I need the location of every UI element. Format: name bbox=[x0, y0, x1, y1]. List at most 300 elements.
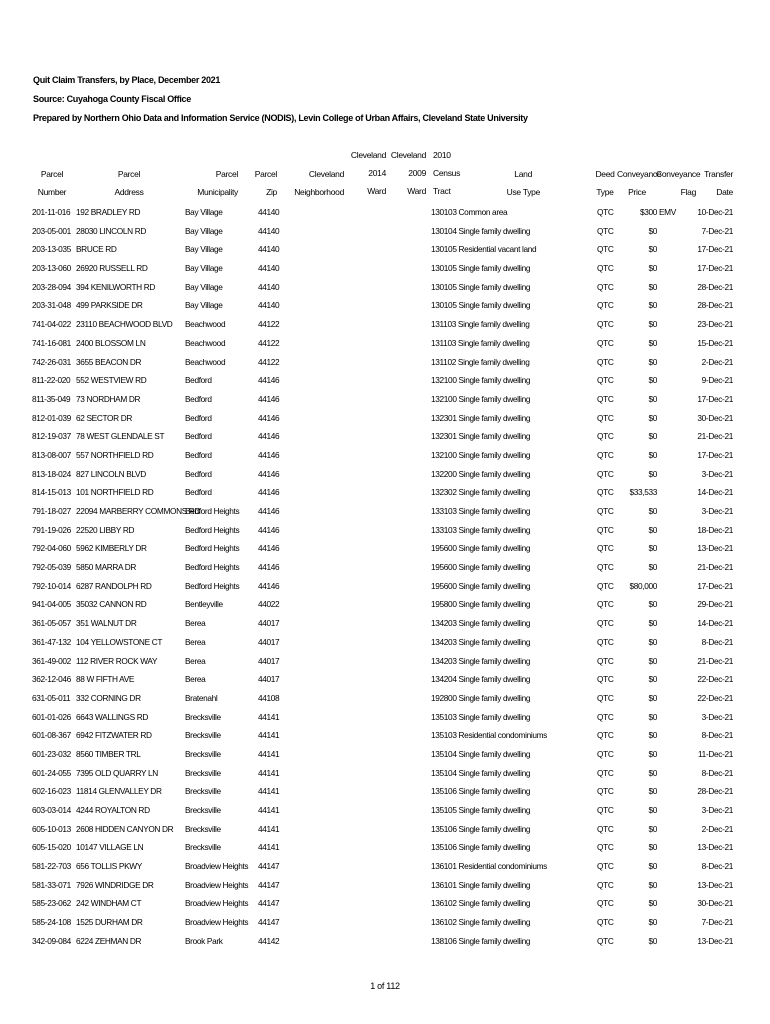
census-tract-land-use-cell: 134203 Single family dwelling bbox=[431, 618, 531, 629]
parcel-number-cell: 203-31-048 bbox=[32, 300, 71, 311]
header-line: Deed bbox=[595, 169, 615, 179]
census-tract-land-use-cell: 138106 Single family dwelling bbox=[431, 935, 531, 946]
header-line: Cleveland bbox=[350, 150, 386, 160]
parcel-number-cell: 203-05-001 bbox=[32, 225, 71, 236]
parcel-address-cell: 6224 ZEHMAN DR bbox=[76, 935, 142, 946]
parcel-address-cell: 23110 BEACHWOOD BLVD bbox=[76, 319, 173, 330]
parcel-number-cell: 601-01-026 bbox=[32, 711, 71, 722]
table-row bbox=[0, 914, 770, 933]
parcel-address-cell: 4244 ROYALTON RD bbox=[76, 805, 150, 815]
deed-type-cell: QTC bbox=[597, 506, 614, 516]
conveyance-price-cell: $0 bbox=[648, 356, 657, 367]
transfer-date-cell: 2-Dec-21 bbox=[701, 356, 733, 367]
municipality-cell: Brecksville bbox=[185, 730, 221, 741]
zip-cell: 44146 bbox=[258, 431, 280, 442]
parcel-number-cell: 601-08-367 bbox=[32, 730, 71, 741]
parcel-number-cell: 201-11-016 bbox=[32, 207, 71, 217]
header-line: Use Type bbox=[506, 187, 540, 197]
deed-type-cell: QTC bbox=[597, 543, 614, 554]
transfer-date-cell: 22-Dec-21 bbox=[697, 692, 733, 703]
header-neighborhood bbox=[290, 169, 344, 197]
parcel-number-cell: 814-15-013 bbox=[32, 487, 71, 498]
municipality-cell: Berea bbox=[185, 655, 206, 666]
parcel-address-cell: 192 BRADLEY RD bbox=[76, 207, 141, 217]
transfer-date-cell: 14-Dec-21 bbox=[697, 487, 733, 498]
zip-cell: 44141 bbox=[258, 786, 280, 797]
conveyance-price-cell: $0 bbox=[648, 412, 657, 423]
deed-type-cell: QTC bbox=[597, 692, 614, 703]
table-row bbox=[0, 690, 770, 709]
conveyance-price-cell: $0 bbox=[648, 375, 657, 386]
parcel-number-cell: 811-35-049 bbox=[32, 393, 71, 404]
zip-cell: 44147 bbox=[258, 879, 280, 890]
transfer-date-cell: 17-Dec-21 bbox=[697, 244, 733, 255]
census-tract-land-use-cell: 136101 Single family dwelling bbox=[431, 879, 531, 890]
parcel-number-cell: 361-49-002 bbox=[32, 655, 71, 666]
transfer-date-cell: 9-Dec-21 bbox=[701, 375, 733, 386]
zip-cell: 44141 bbox=[258, 805, 280, 815]
census-tract-land-use-cell: 132302 Single family dwelling bbox=[431, 487, 531, 498]
parcel-address-cell: 394 KENILWORTH RD bbox=[76, 281, 156, 292]
transfer-date-cell: 13-Dec-21 bbox=[697, 879, 733, 890]
census-tract-land-use-cell: 130105 Single family dwelling bbox=[431, 300, 531, 311]
census-tract-land-use-cell: 132100 Single family dwelling bbox=[431, 449, 531, 460]
table-row bbox=[0, 858, 770, 877]
census-tract-land-use-cell: 131103 Single family dwelling bbox=[431, 319, 530, 330]
conveyance-price-cell: $0 bbox=[648, 692, 657, 703]
parcel-address-cell: 332 CORNING DR bbox=[76, 692, 141, 703]
parcel-number-cell: 812-19-037 bbox=[32, 431, 71, 442]
parcel-number-cell: 601-24-055 bbox=[32, 767, 71, 778]
table-row bbox=[0, 540, 770, 559]
parcel-number-cell: 813-08-007 bbox=[32, 449, 71, 460]
transfer-date-cell: 21-Dec-21 bbox=[697, 655, 733, 666]
header-census-tract bbox=[433, 150, 473, 196]
census-tract-land-use-cell: 136102 Single family dwelling bbox=[431, 898, 531, 909]
census-tract-land-use-cell: 135104 Single family dwelling bbox=[431, 767, 531, 778]
table-row bbox=[0, 877, 770, 896]
table-row bbox=[0, 559, 770, 578]
census-tract-land-use-cell: 134203 Single family dwelling bbox=[431, 655, 531, 666]
header-line: Zip bbox=[266, 187, 277, 197]
deed-type-cell: QTC bbox=[597, 487, 614, 498]
census-tract-land-use-cell: 133103 Single family dwelling bbox=[431, 524, 531, 535]
municipality-cell: Beachwood bbox=[185, 356, 226, 367]
parcel-number-cell: 812-01-039 bbox=[32, 412, 71, 423]
deed-type-cell: QTC bbox=[597, 655, 614, 666]
census-tract-land-use-cell: 135105 Single family dwelling bbox=[431, 805, 531, 815]
deed-type-cell: QTC bbox=[597, 468, 614, 479]
table-row bbox=[0, 260, 770, 279]
municipality-cell: Bedford bbox=[185, 412, 212, 423]
census-tract-land-use-cell: 135106 Single family dwelling bbox=[431, 823, 531, 834]
parcel-address-cell: 552 WESTVIEW RD bbox=[76, 375, 147, 386]
census-tract-land-use-cell: 134203 Single family dwelling bbox=[431, 636, 531, 647]
municipality-cell: Bay Village bbox=[185, 207, 223, 217]
table-row bbox=[0, 709, 770, 728]
municipality-cell: Bedford bbox=[185, 468, 212, 479]
deed-type-cell: QTC bbox=[597, 842, 614, 853]
table-row bbox=[0, 802, 770, 821]
deed-type-cell: QTC bbox=[597, 431, 614, 442]
zip-cell: 44122 bbox=[258, 337, 280, 348]
conveyance-price-cell: $0 bbox=[648, 300, 657, 311]
zip-cell: 44146 bbox=[258, 449, 280, 460]
zip-cell: 44146 bbox=[258, 580, 280, 591]
transfer-date-cell: 17-Dec-21 bbox=[697, 449, 733, 460]
header-line: Neighborhood bbox=[294, 187, 344, 197]
municipality-cell: Berea bbox=[185, 674, 206, 685]
municipality-cell: Brecksville bbox=[185, 711, 221, 722]
conveyance-price-cell: $0 bbox=[648, 805, 657, 815]
parcel-address-cell: 73 NORDHAM DR bbox=[76, 393, 141, 404]
census-tract-land-use-cell: 130105 Residential vacant land bbox=[431, 244, 537, 255]
conveyance-price-cell: $0 bbox=[648, 468, 657, 479]
header-line: Number bbox=[37, 187, 67, 197]
municipality-cell: Brecksville bbox=[185, 842, 221, 853]
zip-cell: 44141 bbox=[258, 711, 280, 722]
municipality-cell: Broadview Heights bbox=[185, 898, 249, 909]
transfer-date-cell: 29-Dec-21 bbox=[697, 599, 733, 610]
zip-cell: 44017 bbox=[258, 618, 280, 629]
transfer-date-cell: 8-Dec-21 bbox=[701, 730, 733, 741]
parcel-number-cell: 792-05-039 bbox=[32, 562, 71, 573]
header-line: Cleveland bbox=[308, 169, 344, 179]
zip-cell: 44146 bbox=[258, 524, 280, 535]
zip-cell: 44146 bbox=[258, 562, 280, 573]
conveyance-price-cell: $0 bbox=[648, 748, 657, 759]
parcel-number-cell: 792-04-060 bbox=[32, 543, 71, 554]
transfer-date-cell: 21-Dec-21 bbox=[697, 562, 733, 573]
census-tract-land-use-cell: 131103 Single family dwelling bbox=[431, 337, 530, 348]
municipality-cell: Bay Village bbox=[185, 300, 223, 311]
deed-type-cell: QTC bbox=[597, 263, 614, 274]
census-tract-land-use-cell: 132301 Single family dwelling bbox=[431, 431, 531, 442]
header-conveyance-flag bbox=[656, 169, 701, 197]
parcel-number-cell: 581-22-703 bbox=[32, 861, 71, 872]
header-deed-type bbox=[591, 169, 619, 197]
header-line: Tract bbox=[433, 186, 451, 196]
deed-type-cell: QTC bbox=[597, 823, 614, 834]
deed-type-cell: QTC bbox=[597, 861, 614, 872]
census-tract-land-use-cell: 195800 Single family dwelling bbox=[431, 599, 531, 610]
census-tract-land-use-cell: 132301 Single family dwelling bbox=[431, 412, 531, 423]
municipality-cell: Broadview Heights bbox=[185, 917, 249, 928]
parcel-address-cell: 7926 WINDRIDGE DR bbox=[76, 879, 154, 890]
parcel-number-cell: 581-33-071 bbox=[32, 879, 71, 890]
table-row bbox=[0, 895, 770, 914]
parcel-number-cell: 741-04-022 bbox=[32, 319, 71, 330]
municipality-cell: Bedford Heights bbox=[185, 506, 240, 516]
deed-type-cell: QTC bbox=[597, 786, 614, 797]
conveyance-price-cell: $0 bbox=[648, 823, 657, 834]
header-line: Flag bbox=[680, 187, 696, 197]
zip-cell: 44146 bbox=[258, 543, 280, 554]
transfer-date-cell: 8-Dec-21 bbox=[701, 636, 733, 647]
parcel-number-cell: 602-16-023 bbox=[32, 786, 71, 797]
transfer-date-cell: 3-Dec-21 bbox=[701, 805, 733, 815]
parcel-address-cell: 78 WEST GLENDALE ST bbox=[76, 431, 165, 442]
parcel-number-cell: 361-05-057 bbox=[32, 618, 71, 629]
census-tract-land-use-cell: 130104 Single family dwelling bbox=[431, 225, 531, 236]
deed-type-cell: QTC bbox=[597, 711, 614, 722]
parcel-number-cell: 362-12-046 bbox=[32, 674, 71, 685]
transfer-date-cell: 14-Dec-21 bbox=[697, 618, 733, 629]
zip-cell: 44017 bbox=[258, 674, 280, 685]
header-line: Type bbox=[596, 187, 614, 197]
municipality-cell: Bratenahl bbox=[185, 692, 218, 703]
parcel-address-cell: 7395 OLD QUARRY LN bbox=[76, 767, 158, 778]
header-line: Parcel bbox=[254, 169, 277, 179]
transfer-date-cell: 10-Dec-21 bbox=[697, 207, 733, 217]
zip-cell: 44022 bbox=[258, 599, 280, 610]
zip-cell: 44017 bbox=[258, 636, 280, 647]
conveyance-price-cell: $80,000 bbox=[629, 580, 657, 591]
header-line: Address bbox=[114, 187, 144, 197]
header-line: Census bbox=[433, 168, 461, 178]
census-tract-land-use-cell: 132100 Single family dwelling bbox=[431, 393, 531, 404]
parcel-number-cell: 585-24-108 bbox=[32, 917, 71, 928]
header-ward-2009 bbox=[390, 150, 426, 196]
conveyance-price-cell: $0 bbox=[648, 655, 657, 666]
conveyance-price-cell: $0 bbox=[648, 935, 657, 946]
table-row bbox=[0, 522, 770, 541]
parcel-address-cell: 101 NORTHFIELD RD bbox=[76, 487, 154, 498]
transfer-date-cell: 11-Dec-21 bbox=[698, 748, 733, 759]
zip-cell: 44146 bbox=[258, 393, 280, 404]
header-line: Date bbox=[716, 187, 733, 197]
deed-type-cell: QTC bbox=[597, 375, 614, 386]
transfer-date-cell: 17-Dec-21 bbox=[697, 580, 733, 591]
header-line: Conveyance bbox=[617, 169, 662, 179]
conveyance-price-cell: $0 bbox=[648, 319, 657, 330]
parcel-number-cell: 203-13-035 bbox=[32, 244, 71, 255]
deed-type-cell: QTC bbox=[597, 449, 614, 460]
transfer-date-cell: 30-Dec-21 bbox=[697, 412, 733, 423]
table-row bbox=[0, 839, 770, 858]
parcel-address-cell: 2608 HIDDEN CANYON DR bbox=[76, 823, 174, 834]
parcel-number-cell: 603-03-014 bbox=[32, 805, 71, 815]
parcel-number-cell: 203-28-094 bbox=[32, 281, 71, 292]
table-row bbox=[0, 391, 770, 410]
header-parcel-address bbox=[106, 169, 152, 197]
zip-cell: 44108 bbox=[258, 692, 280, 703]
parcel-address-cell: 351 WALNUT DR bbox=[76, 618, 137, 629]
conveyance-price-cell: $0 bbox=[648, 599, 657, 610]
zip-cell: 44147 bbox=[258, 861, 280, 872]
parcel-number-cell: 741-16-081 bbox=[32, 337, 71, 348]
table-row bbox=[0, 578, 770, 597]
parcel-number-cell: 601-23-032 bbox=[32, 748, 71, 759]
transfer-date-cell: 2-Dec-21 bbox=[701, 823, 733, 834]
header-line: 2014 bbox=[368, 168, 386, 178]
parcel-address-cell: 5962 KIMBERLY DR bbox=[76, 543, 147, 554]
census-tract-land-use-cell: 192800 Single family dwelling bbox=[431, 692, 531, 703]
conveyance-price-cell: $0 bbox=[648, 263, 657, 274]
municipality-cell: Bay Village bbox=[185, 225, 223, 236]
conveyance-price-cell: $0 bbox=[648, 674, 657, 685]
deed-type-cell: QTC bbox=[597, 805, 614, 815]
conveyance-price-cell: $0 bbox=[648, 786, 657, 797]
deed-type-cell: QTC bbox=[597, 225, 614, 236]
parcel-number-cell: 742-26-031 bbox=[32, 356, 71, 367]
parcel-number-cell: 342-09-084 bbox=[32, 935, 71, 946]
table-row bbox=[0, 596, 770, 615]
census-tract-land-use-cell: 135103 Single family dwelling bbox=[431, 711, 531, 722]
municipality-cell: Berea bbox=[185, 636, 206, 647]
table-row bbox=[0, 354, 770, 373]
transfer-date-cell: 3-Dec-21 bbox=[701, 711, 733, 722]
table-row bbox=[0, 241, 770, 260]
deed-type-cell: QTC bbox=[597, 356, 614, 367]
zip-cell: 44122 bbox=[258, 356, 280, 367]
table-row bbox=[0, 410, 770, 429]
table-row bbox=[0, 671, 770, 690]
conveyance-price-cell: $0 bbox=[648, 730, 657, 741]
parcel-number-cell: 792-10-014 bbox=[32, 580, 71, 591]
parcel-address-cell: 26920 RUSSELL RD bbox=[76, 263, 148, 274]
municipality-cell: Bedford bbox=[185, 449, 212, 460]
deed-type-cell: QTC bbox=[597, 412, 614, 423]
transfer-date-cell: 18-Dec-21 bbox=[697, 524, 733, 535]
zip-cell: 44141 bbox=[258, 730, 280, 741]
deed-type-cell: QTC bbox=[597, 244, 614, 255]
transfer-date-cell: 22-Dec-21 bbox=[697, 674, 733, 685]
parcel-address-cell: 3655 BEACON DR bbox=[76, 356, 142, 367]
conveyance-price-cell: $0 bbox=[648, 225, 657, 236]
header-line: Parcel bbox=[215, 169, 238, 179]
zip-cell: 44140 bbox=[258, 263, 280, 274]
census-tract-land-use-cell: 130105 Single family dwelling bbox=[431, 281, 531, 292]
parcel-number-cell: 811-22-020 bbox=[32, 375, 71, 386]
parcel-address-cell: 1525 DURHAM DR bbox=[76, 917, 143, 928]
zip-cell: 44147 bbox=[258, 917, 280, 928]
census-tract-land-use-cell: 195600 Single family dwelling bbox=[431, 543, 531, 554]
header-line: Conveyance bbox=[656, 169, 701, 179]
deed-type-cell: QTC bbox=[597, 618, 614, 629]
deed-type-cell: QTC bbox=[597, 207, 614, 217]
transfer-date-cell: 28-Dec-21 bbox=[697, 786, 733, 797]
deed-type-cell: QTC bbox=[597, 599, 614, 610]
header-parcel-number bbox=[34, 169, 70, 197]
zip-cell: 44146 bbox=[258, 375, 280, 386]
conveyance-price-cell: $0 bbox=[648, 562, 657, 573]
conveyance-price-cell: $33,533 bbox=[629, 487, 657, 498]
table-row bbox=[0, 765, 770, 784]
table-row bbox=[0, 727, 770, 746]
transfer-date-cell: 30-Dec-21 bbox=[697, 898, 733, 909]
conveyance-price-cell: $0 bbox=[648, 449, 657, 460]
table-row bbox=[0, 746, 770, 765]
parcel-address-cell: 11814 GLENVALLEY DR bbox=[76, 786, 162, 797]
parcel-address-cell: BRUCE RD bbox=[76, 244, 117, 255]
parcel-address-cell: 8560 TIMBER TRL bbox=[76, 748, 141, 759]
conveyance-price-cell: $0 bbox=[648, 636, 657, 647]
table-row bbox=[0, 466, 770, 485]
municipality-cell: Broadview Heights bbox=[185, 879, 249, 890]
table-row bbox=[0, 503, 770, 522]
deed-type-cell: QTC bbox=[597, 319, 614, 330]
header-parcel-municipality bbox=[186, 169, 238, 197]
deed-type-cell: QTC bbox=[597, 636, 614, 647]
transfer-date-cell: 13-Dec-21 bbox=[697, 935, 733, 946]
census-tract-land-use-cell: 132200 Single family dwelling bbox=[431, 468, 531, 479]
transfer-date-cell: 28-Dec-21 bbox=[697, 300, 733, 311]
deed-type-cell: QTC bbox=[597, 879, 614, 890]
header-ward-2014 bbox=[350, 150, 386, 196]
deed-type-cell: QTC bbox=[597, 917, 614, 928]
conveyance-price-cell: $300 bbox=[639, 207, 657, 217]
parcel-address-cell: 827 LINCOLN BLVD bbox=[76, 468, 146, 479]
table-row bbox=[0, 204, 770, 223]
header-line: Ward bbox=[367, 186, 386, 196]
zip-cell: 44140 bbox=[258, 244, 280, 255]
deed-type-cell: QTC bbox=[597, 730, 614, 741]
municipality-cell: Bedford Heights bbox=[185, 562, 240, 573]
conveyance-price-cell: $0 bbox=[648, 711, 657, 722]
report-source: Source: Cuyahoga County Fiscal Office bbox=[33, 94, 191, 104]
census-tract-land-use-cell: 135106 Single family dwelling bbox=[431, 842, 531, 853]
header-parcel-zip bbox=[252, 169, 277, 197]
census-tract-land-use-cell: 131102 Single family dwelling bbox=[431, 356, 530, 367]
municipality-cell: Bay Village bbox=[185, 244, 223, 255]
census-tract-land-use-cell: 135106 Single family dwelling bbox=[431, 786, 531, 797]
parcel-address-cell: 35032 CANNON RD bbox=[76, 599, 147, 610]
municipality-cell: Broadview Heights bbox=[185, 861, 249, 872]
census-tract-land-use-cell: 132100 Single family dwelling bbox=[431, 375, 531, 386]
deed-type-cell: QTC bbox=[597, 674, 614, 685]
municipality-cell: Brecksville bbox=[185, 805, 221, 815]
deed-type-cell: QTC bbox=[597, 748, 614, 759]
municipality-cell: Brook Park bbox=[185, 935, 223, 946]
municipality-cell: Bedford Heights bbox=[185, 524, 240, 535]
zip-cell: 44140 bbox=[258, 281, 280, 292]
zip-cell: 44017 bbox=[258, 655, 280, 666]
transfer-date-cell: 7-Dec-21 bbox=[701, 917, 733, 928]
zip-cell: 44146 bbox=[258, 468, 280, 479]
municipality-cell: Bentleyville bbox=[185, 599, 223, 610]
header-line: Ward bbox=[407, 186, 426, 196]
header-line: Parcel bbox=[40, 169, 64, 179]
zip-cell: 44141 bbox=[258, 823, 280, 834]
parcel-address-cell: 88 W FIFTH AVE bbox=[76, 674, 135, 685]
zip-cell: 44146 bbox=[258, 506, 280, 516]
header-line: Municipality bbox=[197, 187, 238, 197]
parcel-address-cell: 5850 MARRA DR bbox=[76, 562, 137, 573]
table-row bbox=[0, 783, 770, 802]
parcel-address-cell: 28030 LINCOLN RD bbox=[76, 225, 147, 236]
page-number: 1 of 112 bbox=[370, 981, 400, 991]
municipality-cell: Beachwood bbox=[185, 337, 226, 348]
table-row bbox=[0, 653, 770, 672]
census-tract-land-use-cell: 136102 Single family dwelling bbox=[431, 917, 531, 928]
deed-type-cell: QTC bbox=[597, 281, 614, 292]
conveyance-flag-cell: EMV bbox=[659, 207, 676, 217]
parcel-number-cell: 585-23-062 bbox=[32, 898, 71, 909]
municipality-cell: Bedford Heights bbox=[185, 543, 240, 554]
header-line: Price bbox=[628, 187, 646, 197]
census-tract-land-use-cell: 195600 Single family dwelling bbox=[431, 580, 531, 591]
transfer-date-cell: 3-Dec-21 bbox=[701, 506, 733, 516]
census-tract-land-use-cell: 130105 Single family dwelling bbox=[431, 263, 531, 274]
parcel-address-cell: 22520 LIBBY RD bbox=[76, 524, 135, 535]
municipality-cell: Bay Village bbox=[185, 263, 223, 274]
parcel-address-cell: 104 YELLOWSTONE CT bbox=[76, 636, 163, 647]
deed-type-cell: QTC bbox=[597, 562, 614, 573]
zip-cell: 44142 bbox=[258, 935, 280, 946]
parcel-address-cell: 22094 MARBERRY COMMONS RD bbox=[76, 506, 201, 516]
conveyance-price-cell: $0 bbox=[648, 917, 657, 928]
